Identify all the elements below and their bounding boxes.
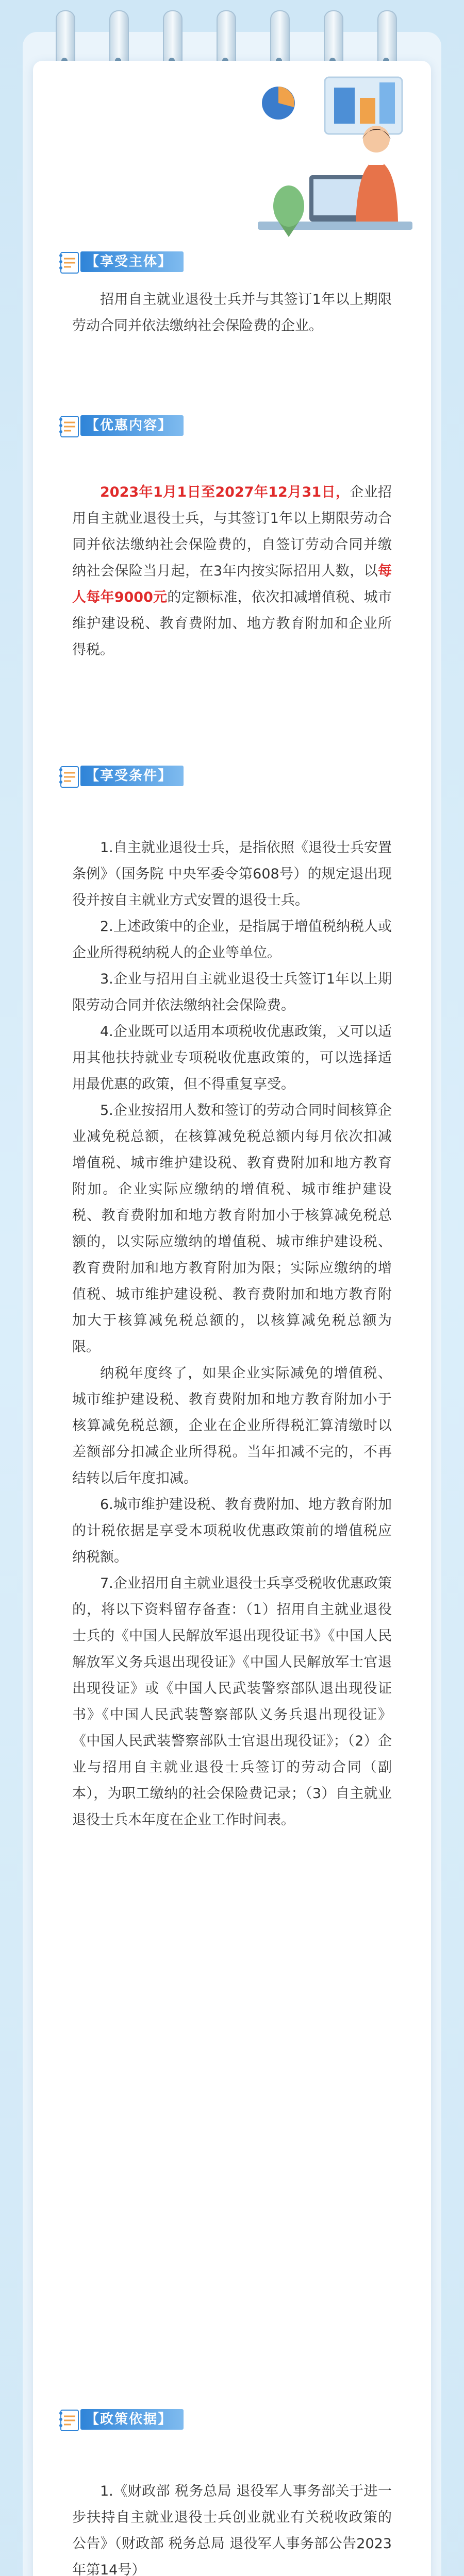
section-header-benefit	[56, 411, 190, 440]
text-span: 企业招用自主就业退役士兵，与其签订1年以上期限劳动合同并依法缴纳社会保险费的，自签订劳动合同并缴纳社会保险当月起，在3年内按实际招用人数，以	[72, 484, 392, 579]
section-title: 【政策依据】	[86, 2412, 173, 2427]
paragraph: 3.企业与招用自主就业退役士兵签订1年以上期限劳动合同并依法缴纳社会保险费。	[72, 971, 392, 1013]
paragraph: 2.上述政策中的企业，是指属于增值税纳税人或企业所得税纳税人的企业等单位。	[72, 919, 392, 961]
section-title: 【享受主体】	[86, 254, 173, 269]
paragraph: 5.企业按招用人数和签订的劳动合同时间核算企业减免税总额，在核算减免税总额内每月依次扣减增值税、城市维护建设税、教育费附加和地方教育附加。企业实际应缴纳的增值税、城市维护建设税、教育费附加和地方教育附加小于核算减免税总额的，以实际应缴纳的增值税、城市维护建设税、教育费附加和地方教育附加为限；实际应缴纳的增值税、城市维护建设税、教育费附加和地方教育附加大于核算减免税总额的，以核算减免税总额为限。	[72, 1103, 392, 1355]
benefit-text	[72, 479, 392, 663]
amount-highlight: 每人每年9000元	[72, 563, 392, 605]
section-header-beneficiary	[56, 247, 190, 276]
paragraph: 4.企业既可以适用本项税收优惠政策，又可以适用其他扶持就业专项税收优惠政策的，可以选择适用最优惠的政策，但不得重复享受。	[72, 1024, 392, 1092]
section-title: 【优惠内容】	[86, 418, 173, 433]
text-span: 的定额标准，依次扣减增值税、城市维护建设税、教育费附加、地方教育附加和企业所得税。	[72, 589, 392, 658]
paragraph: 招用自主就业退役士兵并与其签订1年以上期限劳动合同并依法缴纳社会保险费的企业。	[72, 292, 392, 334]
section-header-conditions	[56, 761, 190, 790]
paragraph: 纳税年度终了，如果企业实际减免的增值税、城市维护建设税、教育费附加和地方教育附加小于核算减免税总额，企业在企业所得税汇算清缴时以差额部分扣减企业所得税。当年扣减不完的，不再结转以后年度扣减。	[72, 1365, 392, 1486]
paragraph: 1.《财政部 税务总局 退役军人事务部关于进一步扶持自主就业退役士兵创业就业有关税收政策的公告》（财政部 税务总局 退役军人事务部公告2023年第14号）	[72, 2483, 392, 2576]
section-header-basis	[56, 2405, 190, 2434]
basis-text	[72, 2478, 392, 2576]
conditions-text	[72, 835, 392, 1833]
paragraph: 1.自主就业退役士兵，是指依照《退役士兵安置条例》（国务院 中央军委令第608号）的规定退出现役并按自主就业方式安置的退役士兵。	[72, 840, 392, 908]
beneficiary-text	[72, 286, 392, 339]
paragraph	[72, 479, 392, 663]
paragraph: 6.城市维护建设税、教育费附加、地方教育附加的计税依据是享受本项税收优惠政策前的增值税应纳税额。	[72, 1497, 392, 1565]
paragraph: 7.企业招用自主就业退役士兵享受税收优惠政策的，将以下资料留存备查：（1）招用自主就业退役士兵的《中国人民解放军退出现役证书》《中国人民解放军义务兵退出现役证》《中国人民解放军士官退出现役证》或《中国人民武装警察部队退出现役证书》《中国人民武装警察部队义务兵退出现役证》《中国人民武装警察部队士官退出现役证》；（2）企业与招用自主就业退役士兵签订的劳动合同（副本），为职工缴纳的社会保险费记录；（3）自主就业退役士兵本年度在企业工作时间表。	[72, 1575, 392, 1828]
office-illustration	[247, 67, 423, 263]
section-title: 【享受条件】	[86, 768, 173, 784]
date-range-highlight: 2023年1月1日至2027年12月31日，	[100, 484, 350, 500]
